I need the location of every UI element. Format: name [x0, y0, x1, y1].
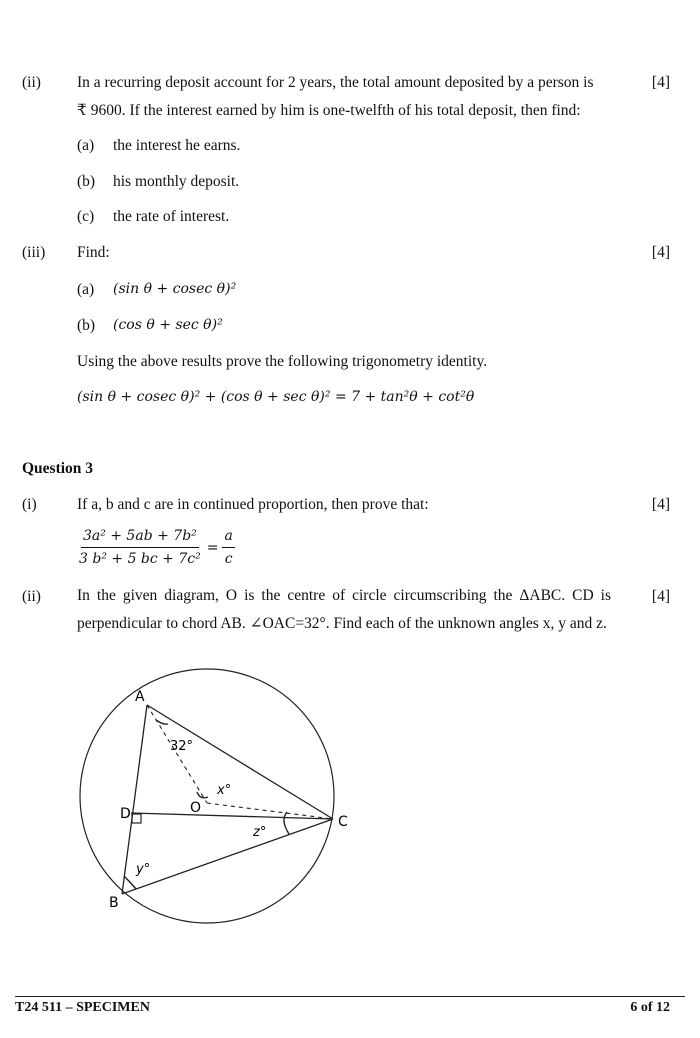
- q2-ii-part-b-label: (b): [77, 173, 96, 190]
- q2-ii-marks: [4]: [651, 74, 670, 91]
- label-c: C: [338, 814, 348, 830]
- q3-ii-text: In the given diagram, O is the centre of circle circumscribing the ΔABC. CD is perpendicular to chord AB. ∠OAC=32°. Find each of the unknown angles x, y and z.: [77, 587, 611, 632]
- q3-i-number: (i): [22, 496, 37, 513]
- q2-ii-line2: ₹ 9600. If the interest earned by him is one-twelfth of his total deposit, then find:: [77, 102, 581, 119]
- label-a: A: [135, 689, 145, 705]
- q2-iii-part-b-expr: (cos θ + sec θ)²: [113, 317, 223, 333]
- q2-ii-part-a-label: (a): [77, 137, 95, 154]
- equals-sign: =: [206, 539, 219, 556]
- label-o: O: [190, 800, 202, 816]
- q2-iii-instruction: Using the above results prove the following trigonometry identity.: [77, 353, 488, 370]
- q2-iii-number: (iii): [22, 244, 46, 261]
- q2-iii-part-a-expr: (sin θ + cosec θ)²: [113, 281, 237, 297]
- footer-page-number: 6 of 12: [630, 1000, 670, 1015]
- angle-y-label: y°: [136, 862, 151, 877]
- label-d: D: [120, 806, 131, 822]
- arc-oac: [156, 720, 168, 724]
- q3-ii-number: (ii): [22, 588, 41, 605]
- arc-y: [124, 876, 136, 889]
- radius-oa: [147, 705, 207, 803]
- side-ac: [147, 705, 333, 819]
- angle-z-label: z°: [253, 825, 267, 840]
- q3-i-text: If a, b and c are in continued proportion, then prove that:: [77, 496, 429, 513]
- q2-iii-part-a-label: (a): [77, 281, 95, 298]
- q2-iii-text: Find:: [77, 244, 110, 261]
- q3-ii-marks: [4]: [651, 588, 670, 605]
- q2-iii-part-b-label: (b): [77, 317, 96, 334]
- q2-ii-part-c-text: the rate of interest.: [113, 208, 230, 225]
- angle-32-label: 32°: [170, 739, 194, 754]
- q2-ii-part-c-label: (c): [77, 208, 95, 225]
- arc-z: [284, 812, 289, 834]
- q3-i-marks: [4]: [651, 496, 670, 513]
- q2-ii-part-b-text: his monthly deposit.: [113, 173, 240, 190]
- q2-iii-marks: [4]: [651, 244, 670, 261]
- rhs-denominator: c: [224, 551, 233, 567]
- q2-ii-number: (ii): [22, 74, 41, 91]
- angle-x-label: x°: [217, 783, 232, 798]
- rhs-numerator: a: [222, 528, 234, 548]
- q3-heading: Question 3: [22, 460, 94, 477]
- side-bc: [122, 819, 333, 894]
- lhs-numerator: 3a² + 5ab + 7b²: [81, 528, 199, 548]
- lhs-denominator: 3 b² + 5 bc + 7c²: [79, 551, 201, 567]
- footer-code: T24 511 – SPECIMEN: [15, 1000, 150, 1015]
- label-b: B: [109, 895, 119, 911]
- right-angle-mark: [132, 814, 141, 823]
- q2-ii-part-a-text: the interest he earns.: [113, 137, 241, 154]
- q2-iii-identity: (sin θ + cosec θ)² + (cos θ + sec θ)² = 7 + tan²θ + cot²θ: [77, 389, 475, 405]
- footer-rule: [15, 996, 685, 997]
- q2-ii-line1: In a recurring deposit account for 2 years, the total amount deposited by a person is: [77, 74, 594, 91]
- segment-cd: [131, 813, 333, 819]
